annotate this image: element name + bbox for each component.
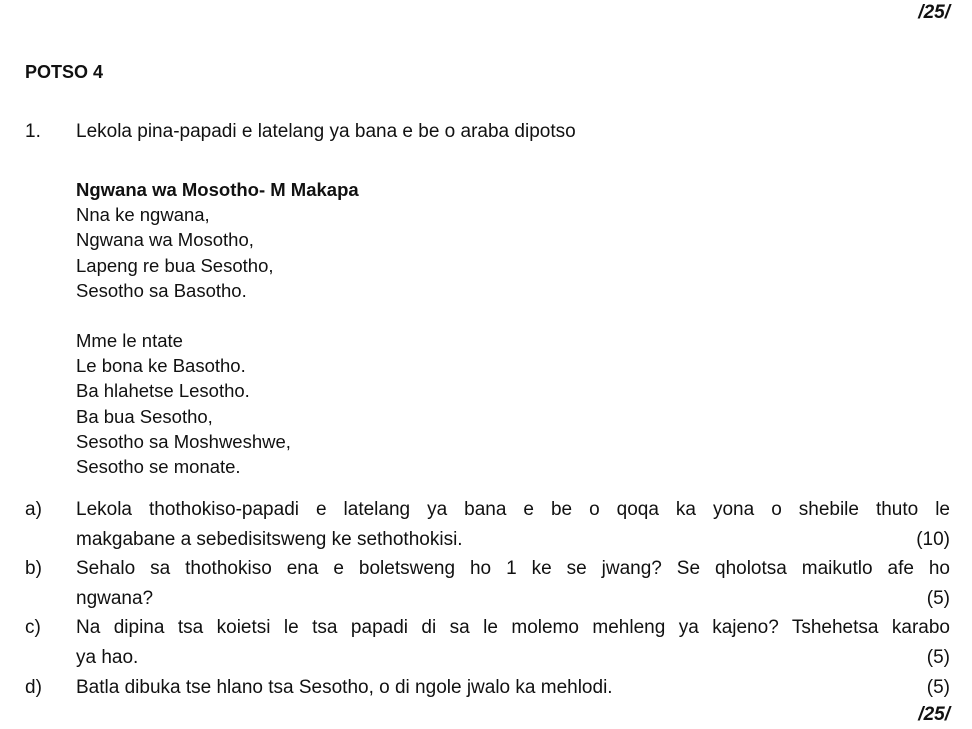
poem-title: Ngwana wa Mosotho- M Makapa [76, 179, 359, 200]
subquestion-text: Lekola thothokiso-papadi e latelang ya bana e be o qoqa ka yona o shebile thuto le [76, 499, 950, 520]
subquestion-marks: (5) [926, 646, 950, 668]
subquestion-text: Sehalo sa thothokiso ena e boletsweng ho 1 ke se jwang? Se qholotsa maikutlo afe ho [76, 558, 950, 579]
poem-line: Ba hlahetse Lesotho. [76, 380, 250, 402]
poem-line: Mme le ntate [76, 330, 183, 352]
poem-line: Nna ke ngwana, [76, 204, 210, 226]
poem-line: Sesotho sa Moshweshwe, [76, 430, 291, 452]
stanza-gap [76, 303, 359, 328]
subquestion-text: ngwana? [76, 587, 154, 609]
subquestion-text: ya hao. [76, 646, 139, 668]
subquestion-text: makgabane a sebedisitsweng ke sethothokisi. [76, 528, 463, 550]
question-number: 1. [25, 121, 41, 142]
subquestion-text: Na dipina tsa koietsi le tsa papadi di sa le molemo mehleng ya kajeno? Tshehetsa karabo [76, 617, 950, 638]
subquestion-marks: (5) [926, 587, 950, 609]
total-marks-top: /25/ [918, 2, 950, 23]
subquestion-label: d) [25, 677, 42, 698]
poem-line: Le bona ke Basotho. [76, 355, 246, 377]
section-title: POTSO 4 [25, 62, 104, 82]
subquestion-label: b) [25, 558, 42, 579]
poem [76, 177, 359, 479]
poem-line: Lapeng re bua Sesotho, [76, 254, 274, 276]
subquestion-label: a) [25, 499, 42, 520]
subquestion-marks: (10) [916, 528, 950, 550]
poem-line: Ba bua Sesotho, [76, 405, 213, 427]
poem-line: Sesotho se monate. [76, 456, 241, 478]
subquestion-label: c) [25, 617, 41, 638]
poem-line: Ngwana wa Mosotho, [76, 229, 254, 251]
subquestion-marks: (5) [926, 677, 950, 698]
subquestion-text: Batla dibuka tse hlano tsa Sesotho, o di ngole jwalo ka mehlodi. [76, 677, 613, 698]
poem-line: Sesotho sa Basotho. [76, 279, 247, 301]
total-marks-bottom: /25/ [918, 704, 950, 725]
question-instruction: Lekola pina-papadi e latelang ya bana e be o araba dipotso [76, 121, 576, 142]
